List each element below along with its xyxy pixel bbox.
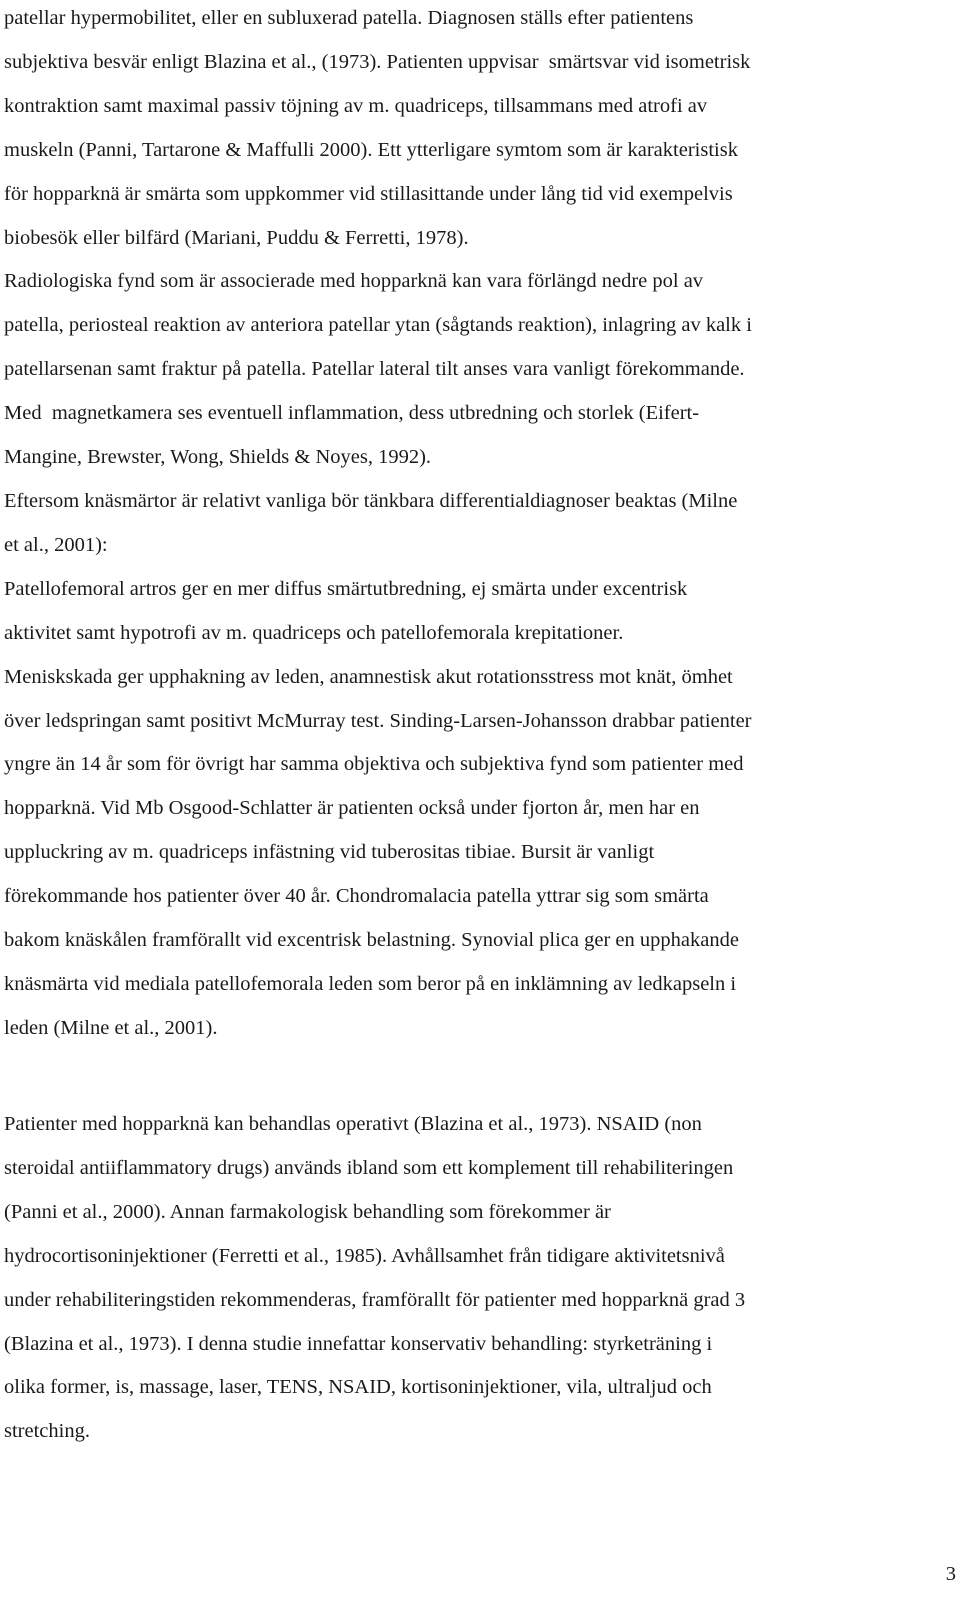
text-line: (Panni et al., 2000). Annan farmakologisk behandling som förekommer är <box>4 1200 611 1223</box>
text-line: uppluckring av m. quadriceps infästning vid tuberositas tibiae. Bursit är vanligt <box>4 841 655 864</box>
paragraph-symptoms-diagnosis <box>4 0 948 1051</box>
text-line: Med magnetkamera ses eventuell inflammation, dess utbredning och storlek (Eifert- <box>4 402 700 425</box>
text-line: biobesök eller bilfärd (Mariani, Puddu & Ferretti, 1978). <box>4 226 469 249</box>
text-line: under rehabiliteringstiden rekommenderas, framförallt för patienter med hopparknä grad 3 <box>4 1288 746 1311</box>
text-line: över ledspringan samt positivt McMurray test. Sinding-Larsen-Johansson drabbar patienter <box>4 709 752 732</box>
text-line: för hopparknä är smärta som uppkommer vid stillasittande under lång tid vid exempelvis <box>4 182 733 205</box>
text-line: patellar hypermobilitet, eller en subluxerad patella. Diagnosen ställs efter patientens <box>4 7 694 29</box>
text-line: Patienter med hopparknä kan behandlas operativt (Blazina et al., 1973). NSAID (non <box>4 1113 702 1135</box>
text-line: stretching. <box>4 1420 90 1443</box>
paragraph-treatment <box>4 1103 948 1454</box>
text-line: kontraktion samt maximal passiv töjning av m. quadriceps, tillsammans med atrofi av <box>4 94 708 117</box>
text-line: aktivitet samt hypotrofi av m. quadriceps och patellofemorala krepitationer. <box>4 621 624 644</box>
text-line: olika former, is, massage, laser, TENS, NSAID, kortisoninjektioner, vila, ultraljud och <box>4 1376 712 1399</box>
page-number: 3 <box>945 1563 956 1585</box>
text-line: yngre än 14 år som för övrigt har samma objektiva och subjektiva fynd som patienter med <box>4 753 744 776</box>
text-line: muskeln (Panni, Tartarone & Maffulli 2000). Ett ytterligare symtom som är karakteristisk <box>4 138 738 161</box>
text-line: et al., 2001): <box>4 533 108 556</box>
text-line: förekommande hos patienter över 40 år. Chondromalacia patella yttrar sig som smärta <box>4 885 709 908</box>
text-line: knäsmärta vid mediala patellofemorala leden som beror på en inklämning av ledkapseln i <box>4 972 737 995</box>
text-line: Mangine, Brewster, Wong, Shields & Noyes, 1992). <box>4 446 432 469</box>
text-line: patella, periosteal reaktion av anteriora patellar ytan (sågtands reaktion), inlagring av kalk i <box>4 314 752 337</box>
text-line: subjektiva besvär enligt Blazina et al., (1973). Patienten uppvisar smärtsvar vid isometrisk <box>4 50 751 73</box>
text-line: Radiologiska fynd som är associerade med hopparknä kan vara förlängd nedre pol av <box>4 270 704 293</box>
text-line: Eftersom knäsmärtor är relativt vanliga bör tänkbara differentialdiagnoser beaktas (Milne <box>4 489 738 512</box>
text-line: hydrocortisoninjektioner (Ferretti et al., 1985). Avhållsamhet från tidigare aktivitetsnivå <box>4 1244 725 1267</box>
text-line: steroidal antiiflammatory drugs) används ibland som ett komplement till rehabiliteringen <box>4 1156 734 1179</box>
text-line: hopparknä. Vid Mb Osgood-Schlatter är patienten också under fjorton år, men har en <box>4 797 700 820</box>
text-line: leden (Milne et al., 2001). <box>4 1016 218 1039</box>
text-line: bakom knäskålen framförallt vid excentrisk belastning. Synovial plica ger en upphakande <box>4 929 739 952</box>
text-line: Meniskskada ger upphakning av leden, anamnestisk akut rotationsstress mot knät, ömhet <box>4 665 733 688</box>
text-line: Patellofemoral artros ger en mer diffus smärtutbredning, ej smärta under excentrisk <box>4 577 688 600</box>
text-line: patellarsenan samt fraktur på patella. Patellar lateral tilt anses vara vanligt förekommande. <box>4 358 745 381</box>
text-line: (Blazina et al., 1973). I denna studie innefattar konservativ behandling: styrketräning i <box>4 1332 713 1355</box>
